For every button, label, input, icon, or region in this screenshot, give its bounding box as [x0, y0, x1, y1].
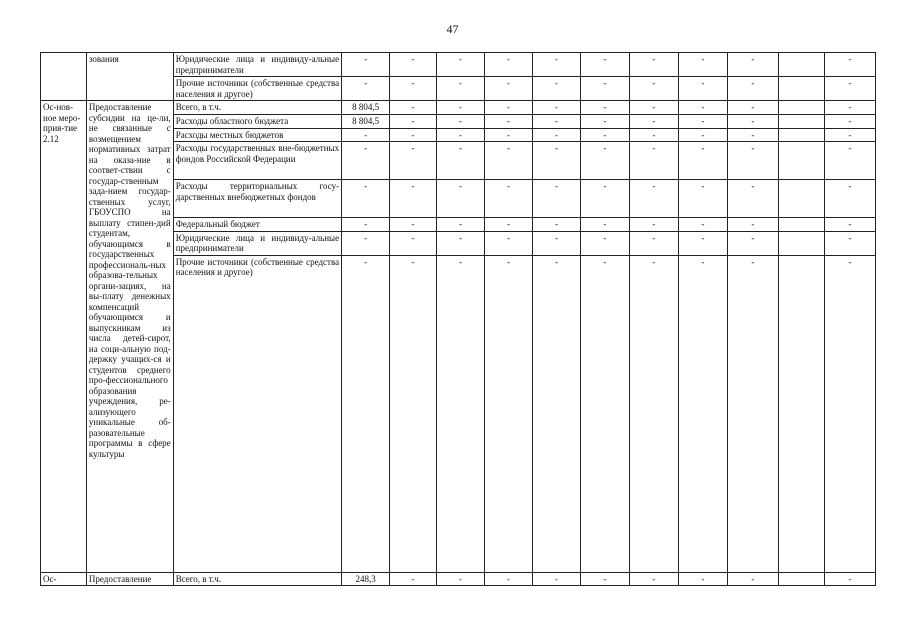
value-cell: - — [629, 128, 678, 142]
value-cell: - — [437, 142, 485, 180]
page-number: 47 — [446, 22, 459, 36]
value-cell: - — [437, 572, 485, 586]
value-cell: - — [629, 572, 678, 586]
value-cell: - — [580, 142, 629, 180]
value-cell: 8 804,5 — [342, 115, 390, 129]
value-cell: - — [342, 128, 390, 142]
value-cell: - — [532, 218, 580, 232]
value-cell: - — [342, 180, 390, 218]
value-cell: - — [390, 218, 437, 232]
funding-source-cell: Федеральный бюджет — [173, 218, 341, 232]
value-cell: - — [824, 231, 875, 255]
value-cell: - — [580, 128, 629, 142]
value-cell: - — [580, 53, 629, 77]
value-cell: - — [532, 128, 580, 142]
value-cell: - — [485, 53, 533, 77]
funding-source-cell: Юридические лица и индивиду-альные предприниматели — [173, 231, 341, 255]
value-cell: - — [727, 77, 778, 101]
value-cell: - — [580, 218, 629, 232]
value-cell: - — [678, 53, 727, 77]
table-row — [41, 53, 876, 77]
value-cell: - — [678, 142, 727, 180]
value-cell: - — [678, 218, 727, 232]
value-cell: - — [629, 101, 678, 115]
value-cell: - — [678, 115, 727, 129]
value-cell: - — [532, 231, 580, 255]
value-cell: - — [629, 231, 678, 255]
value-cell: - — [437, 180, 485, 218]
value-cell: - — [727, 128, 778, 142]
value-cell: - — [532, 572, 580, 586]
funding-source-cell: Расходы местных бюджетов — [173, 128, 341, 142]
value-cell: - — [629, 218, 678, 232]
activity-code-cell: Ос- — [41, 572, 87, 586]
value-cell: - — [678, 101, 727, 115]
value-cell: - — [727, 53, 778, 77]
value-cell: - — [580, 255, 629, 572]
value-cell: - — [727, 572, 778, 586]
value-cell: - — [824, 128, 875, 142]
value-cell: 248,3 — [342, 572, 390, 586]
value-cell: - — [390, 142, 437, 180]
value-cell: - — [437, 255, 485, 572]
value-cell: - — [485, 255, 533, 572]
value-cell: - — [580, 231, 629, 255]
activity-code-cell — [41, 53, 87, 101]
value-cell — [778, 115, 824, 129]
value-cell: - — [727, 231, 778, 255]
value-cell: - — [390, 77, 437, 101]
value-cell: - — [727, 101, 778, 115]
value-cell: - — [485, 142, 533, 180]
value-cell — [778, 218, 824, 232]
value-cell: - — [629, 142, 678, 180]
value-cell: - — [437, 101, 485, 115]
value-cell: - — [342, 218, 390, 232]
value-cell: - — [437, 218, 485, 232]
activity-name-cell: Предоставление — [86, 572, 173, 586]
value-cell: - — [532, 53, 580, 77]
value-cell: - — [824, 53, 875, 77]
funding-table — [40, 52, 876, 586]
funding-source-cell: Прочие источники (собственные средства населения и другое) — [173, 255, 341, 572]
value-cell: - — [342, 231, 390, 255]
table-row — [41, 101, 876, 115]
value-cell: - — [437, 128, 485, 142]
value-cell: - — [437, 53, 485, 77]
value-cell: - — [390, 255, 437, 572]
value-cell: - — [390, 180, 437, 218]
value-cell: - — [580, 115, 629, 129]
value-cell: 8 804,5 — [342, 101, 390, 115]
activity-name-cell: Предоставление субсидии на це-ли, не связанные с возмещением нормативных затрат на оказа-ние в соответ-ствии с государ-ственным зада-нием государ-ственных услуг, ГБОУСПО на выплату стипен-дий студентам, обучающимся в государственных профессиональ-ных образова-тельных органи-зациях, на вы-плату денежных компенсаций обучающимся и выпускникам из числа детей-сирот, на соци-альную под-держку учащих-ся и студентов среднего про-фессионального образования учреждения, ре-ализующего уникальные об-разовательные программы в сфере культуры — [86, 101, 173, 573]
value-cell: - — [727, 218, 778, 232]
funding-source-cell: Прочие источники (собственные средства населения и другое) — [173, 77, 341, 101]
value-cell: - — [532, 142, 580, 180]
value-cell — [778, 77, 824, 101]
funding-source-cell: Расходы государственных вне-бюджетных фондов Российской Федерации — [173, 142, 341, 180]
funding-source-cell: Юридические лица и индивиду-альные предприниматели — [173, 53, 341, 77]
value-cell — [778, 572, 824, 586]
value-cell: - — [727, 115, 778, 129]
value-cell: - — [342, 142, 390, 180]
value-cell: - — [390, 231, 437, 255]
value-cell: - — [485, 77, 533, 101]
value-cell — [778, 142, 824, 180]
value-cell: - — [485, 231, 533, 255]
value-cell: - — [824, 218, 875, 232]
value-cell: - — [485, 218, 533, 232]
value-cell: - — [485, 180, 533, 218]
value-cell: - — [824, 142, 875, 180]
value-cell: - — [678, 231, 727, 255]
activity-name-cell: зования — [86, 53, 173, 101]
value-cell: - — [342, 53, 390, 77]
value-cell: - — [437, 115, 485, 129]
value-cell: - — [532, 77, 580, 101]
value-cell: - — [678, 77, 727, 101]
value-cell: - — [532, 180, 580, 218]
value-cell — [778, 255, 824, 572]
value-cell: - — [390, 572, 437, 586]
value-cell: - — [824, 572, 875, 586]
value-cell: - — [824, 77, 875, 101]
value-cell: - — [390, 53, 437, 77]
value-cell: - — [390, 101, 437, 115]
value-cell — [778, 231, 824, 255]
value-cell: - — [678, 180, 727, 218]
value-cell: - — [390, 115, 437, 129]
value-cell: - — [678, 572, 727, 586]
value-cell: - — [629, 77, 678, 101]
value-cell: - — [824, 115, 875, 129]
value-cell: - — [824, 101, 875, 115]
value-cell: - — [629, 255, 678, 572]
value-cell: - — [580, 101, 629, 115]
table-row — [41, 572, 876, 586]
value-cell: - — [532, 255, 580, 572]
value-cell: - — [532, 101, 580, 115]
value-cell: - — [390, 128, 437, 142]
value-cell: - — [629, 180, 678, 218]
value-cell — [778, 180, 824, 218]
value-cell: - — [629, 115, 678, 129]
value-cell: - — [437, 231, 485, 255]
value-cell: - — [580, 180, 629, 218]
value-cell: - — [824, 180, 875, 218]
value-cell: - — [485, 128, 533, 142]
value-cell: - — [485, 572, 533, 586]
value-cell: - — [678, 255, 727, 572]
value-cell: - — [629, 53, 678, 77]
value-cell: - — [485, 101, 533, 115]
value-cell: - — [342, 77, 390, 101]
funding-source-cell: Расходы территориальных госу-дарственных внебюджетных фондов — [173, 180, 341, 218]
value-cell — [778, 53, 824, 77]
value-cell: - — [727, 180, 778, 218]
value-cell: - — [342, 255, 390, 572]
value-cell: - — [580, 572, 629, 586]
funding-source-cell: Всего, в т.ч. — [173, 572, 341, 586]
value-cell: - — [727, 142, 778, 180]
activity-code-cell: Ос-нов-ное меро-прия-тие 2.12 — [41, 101, 87, 573]
value-cell: - — [532, 115, 580, 129]
value-cell: - — [824, 255, 875, 572]
value-cell: - — [727, 255, 778, 572]
value-cell: - — [485, 115, 533, 129]
value-cell — [778, 128, 824, 142]
value-cell — [778, 101, 824, 115]
value-cell: - — [437, 77, 485, 101]
value-cell: - — [580, 77, 629, 101]
funding-source-cell: Всего, в т.ч. — [173, 101, 341, 115]
value-cell: - — [678, 128, 727, 142]
funding-source-cell: Расходы областного бюджета — [173, 115, 341, 129]
